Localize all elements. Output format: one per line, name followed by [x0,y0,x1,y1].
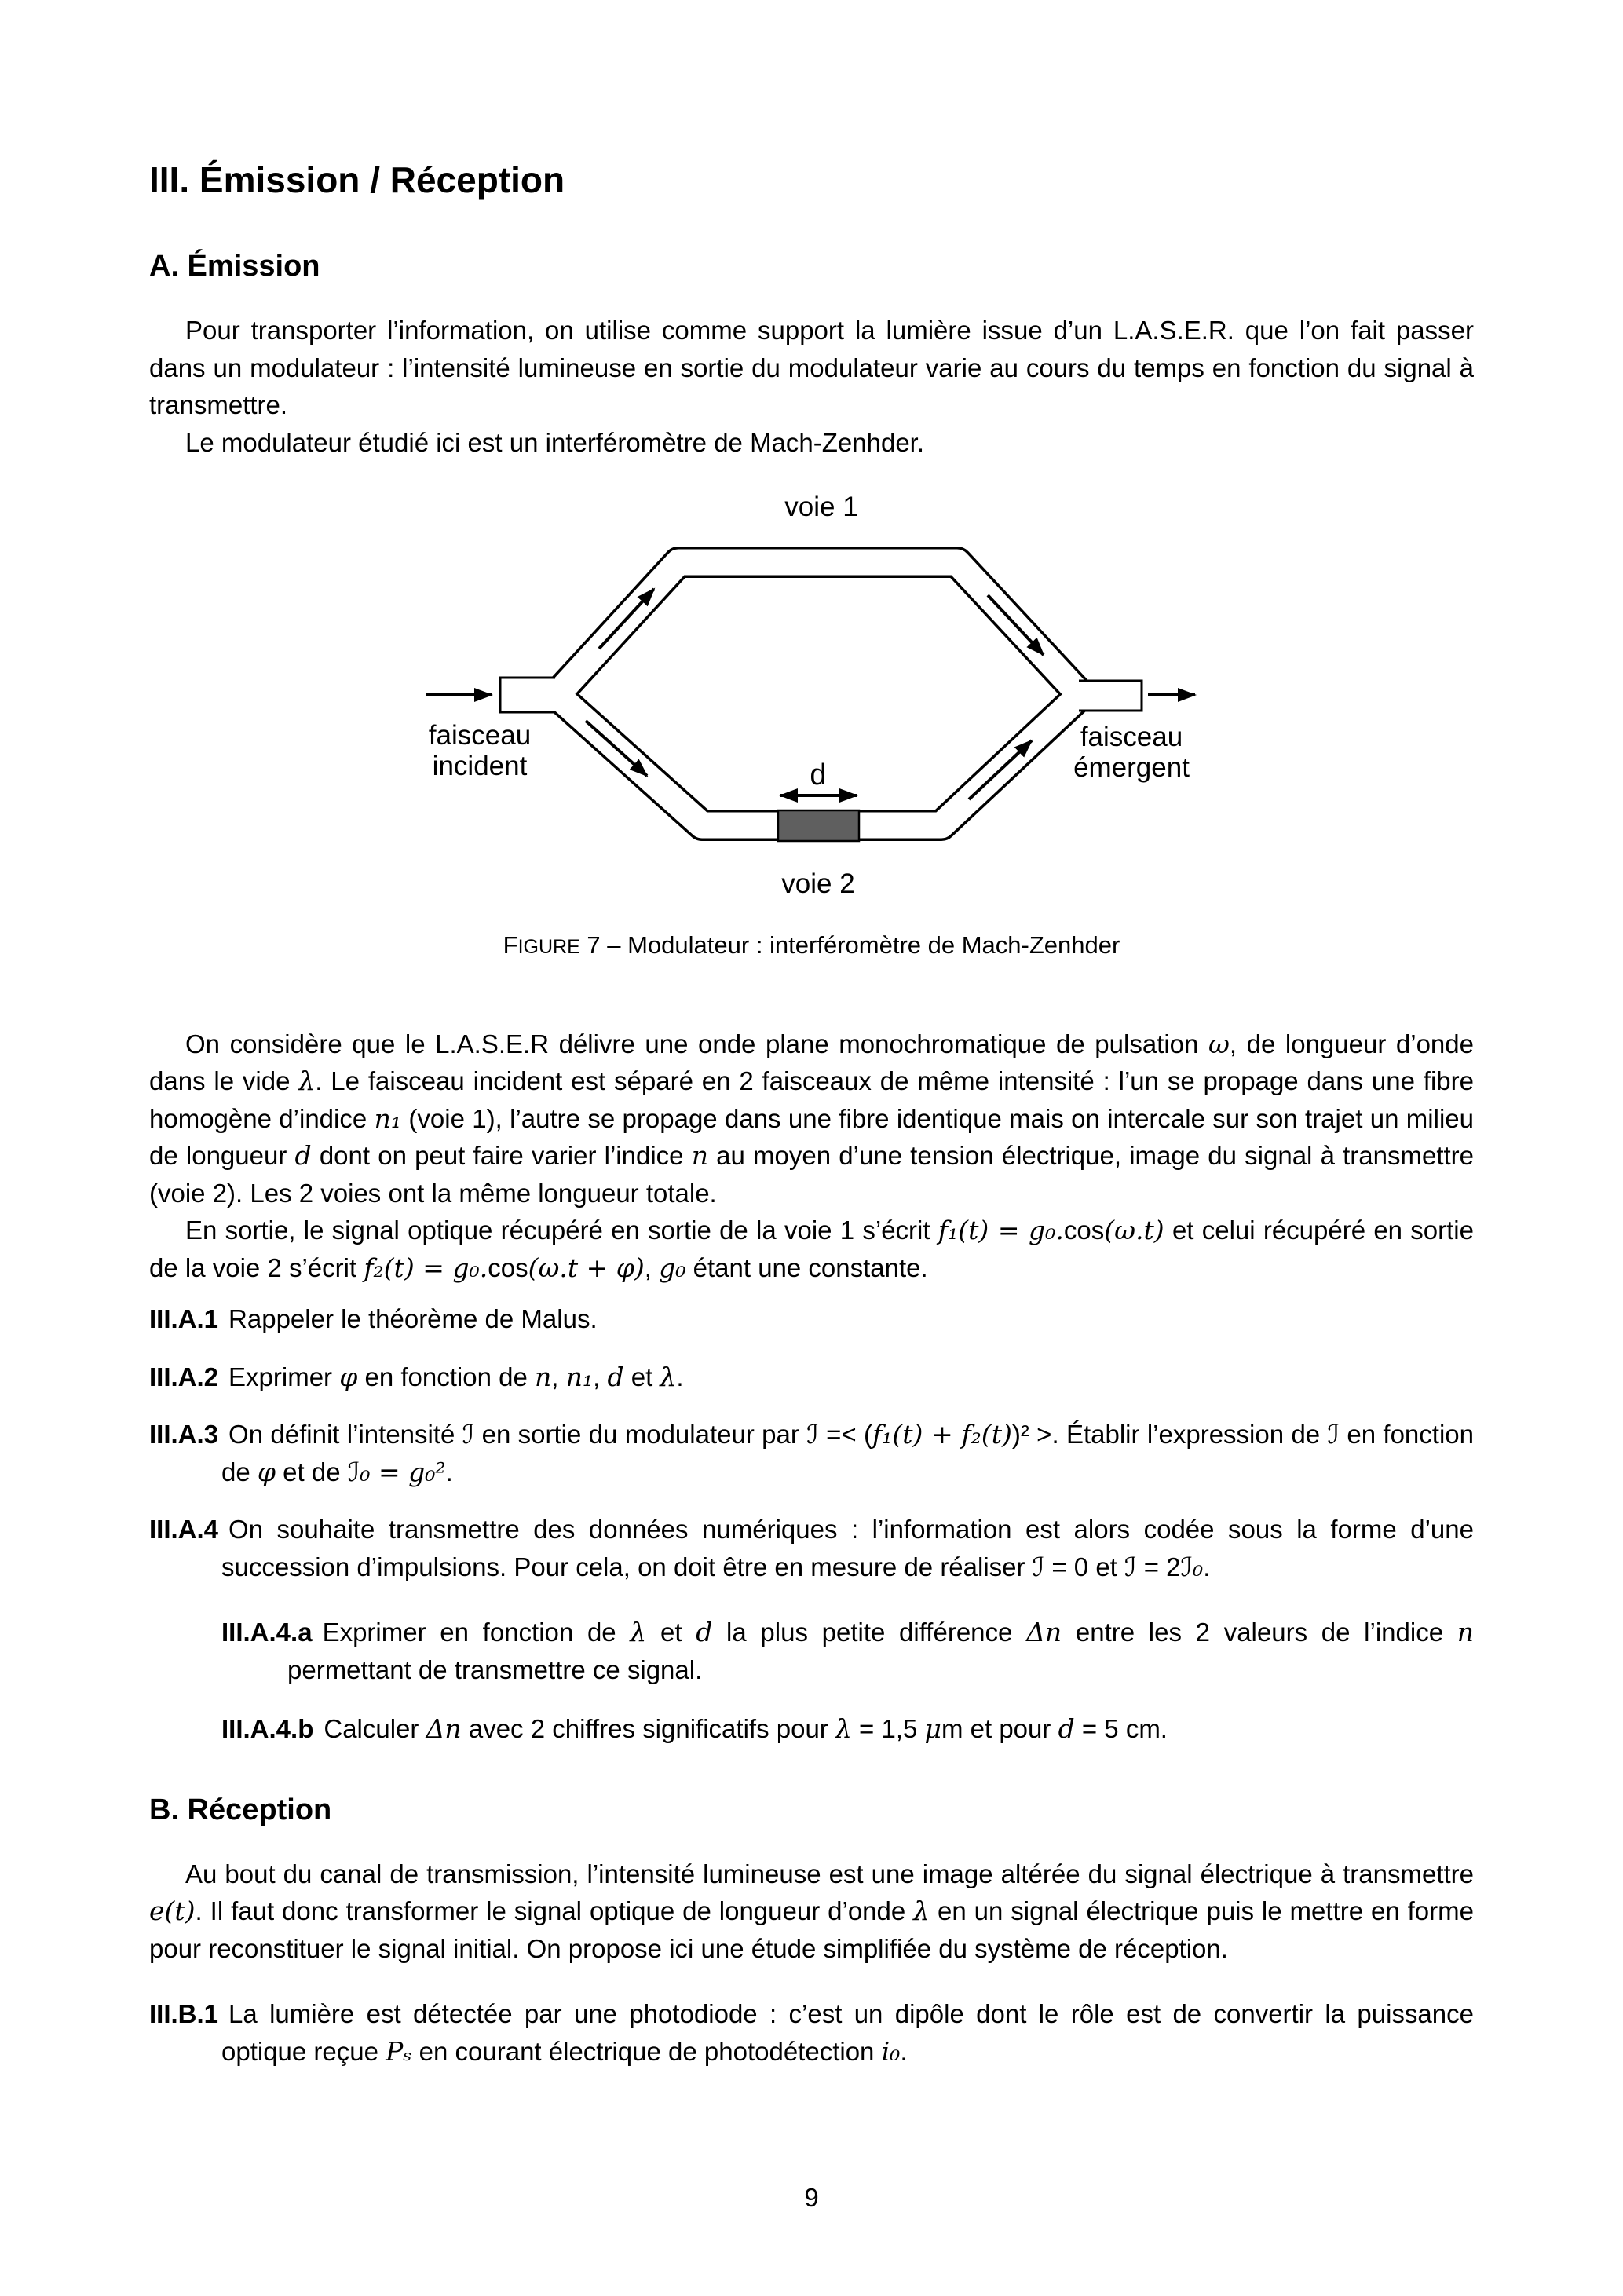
question-label: III.A.2 [149,1362,219,1391]
question-label: III.A.4 [149,1515,219,1544]
question-text: Rappeler le théorème de Malus. [228,1304,598,1333]
faisceau-emergent-label-line2: émergent [1073,752,1190,783]
page-number: 9 [804,2183,819,2212]
section-heading-reception: B. Réception [149,1793,332,1826]
paragraph-output-signals: En sortie, le signal optique récupéré en sortie de la voie 1 s’écrit f₁(t) = g₀.cos(ω.t) et celui récupéré en sortie de la voie 2 s’écrit f₂(t) = g₀.cos(ω.t + φ), g₀ étant une constante. [149,1215,1474,1283]
question-text: On souhaite transmettre des données numériques : l’information est alors codée sous la forme d’une succession d’impulsions. Pour cela, on doit être en mesure de réaliser ℐ = 0 et ℐ = 2ℐ₀. [221,1515,1474,1582]
paragraph-reception: Au bout du canal de transmission, l’intensité lumineuse est une image altérée du signal électrique à transmettre e(t). Il faut donc transformer le signal optique de longueur d’onde λ en un signal électrique puis le mettre en forme pour reconstituer le signal initial. On propose ici une étude simplifiée du système de réception. [149,1859,1474,1963]
mach-zehnder-diagram [356,483,1267,911]
paragraph-intro: Pour transporter l’information, on utilise comme support la lumière issue d’un L.A.S.E.R. que l’on fait passer dans un modulateur : l’intensité lumineuse en sortie du modulateur varie au cours du temps en fonction du signal à transmettre. [149,316,1474,419]
section-heading-emission: A. Émission [149,250,320,283]
question-iii-a-2 [149,1358,1474,1396]
faisceau-incident-label-line2: incident [432,751,527,781]
d-label: d [809,759,827,792]
subquestion-iii-a-4-a [221,1614,1474,1688]
question-label: III.A.1 [149,1304,219,1333]
question-iii-a-3 [149,1416,1474,1490]
faisceau-emergent-label-line1: faisceau [1080,722,1183,752]
question-label: III.B.1 [149,1999,219,2028]
figure-caption: FIGURE 7 – Modulateur : interféromètre de Mach-Zenhder [503,931,1120,959]
question-label: III.A.4.a [221,1618,313,1647]
voie2-label: voie 2 [780,868,855,899]
question-text: Exprimer φ en fonction de n, n₁, d et λ. [228,1361,684,1392]
question-text: On définit l’intensité ℐ en sortie du modulateur par ℐ =< (f₁(t) + f₂(t))² >. Établir l’expression de ℐ en fonction de φ et de ℐ₀ = g₀². [221,1419,1474,1487]
question-text: Exprimer en fonction de λ et d la plus petite différence Δn entre les 2 valeurs de l’indice n permettant de transmettre ce signal. [287,1617,1475,1684]
page-title: III. Émission / Réception [149,159,565,200]
question-label: III.A.3 [149,1420,219,1449]
paragraph-laser: On considère que le L.A.S.E.R délivre une onde plane monochromatique de pulsation ω, de longueur d’onde dans le vide λ. Le faisceau incident est séparé en 2 faisceaux de même intensité : l’un se propage dans une fibre homogène d’indice n₁ (voie 1), l’autre se propage dans une fibre identique mais on intercale sur son trajet un milieu de longueur d dont on peut faire varier l’indice n au moyen d’une tension électrique, image du signal à transmettre (voie 2). Les 2 voies ont la même longueur totale. [149,1028,1474,1208]
question-iii-a-1 [149,1300,1474,1338]
output-port [1079,681,1142,711]
figure-mach-zehnder [149,483,1474,911]
question-iii-a-4 [149,1511,1474,1585]
paragraph-modulator: Le modulateur étudié ici est un interféromètre de Mach-Zenhder. [185,427,925,457]
question-label: III.A.4.b [221,1714,314,1743]
faisceau-incident-label-line1: faisceau [428,720,531,751]
question-text: La lumière est détectée par une photodiode : c’est un dipôle dont le rôle est de convertir la puissance optique reçue Pₛ en courant électrique de photodétection i₀. [221,1999,1474,2067]
medium-block [778,810,859,841]
subquestion-iii-a-4-b [221,1710,1474,1748]
question-text: Calculer Δn avec 2 chiffres significatifs pour λ = 1,5 μm et pour d = 5 cm. [324,1713,1168,1744]
voie1-label: voie 1 [784,492,858,522]
input-port [500,678,555,712]
question-iii-b-1 [149,1995,1474,2070]
